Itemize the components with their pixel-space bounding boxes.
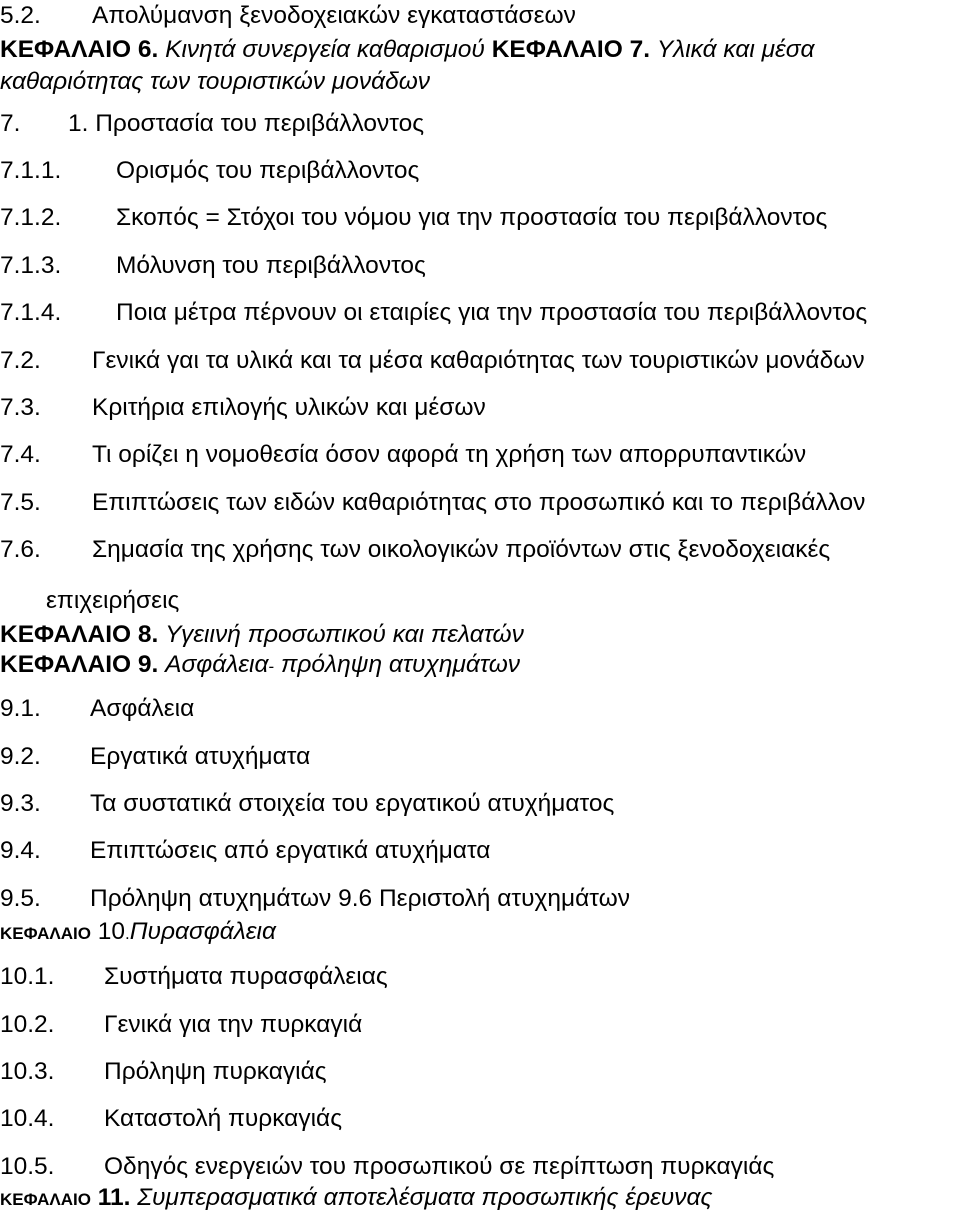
- section-number: 9.3.: [0, 790, 41, 817]
- section-title: Απολύμανση ξενοδοχειακών εγκαταστάσεων: [92, 2, 576, 29]
- section-number: 7.3.: [0, 394, 41, 421]
- section-number: 7.5.: [0, 489, 41, 516]
- chapter-heading-9: [0, 653, 520, 678]
- chapter-title: πρόληψη ατυχημάτων: [280, 651, 521, 678]
- section-title: Γενικά γαι τα υλικά και τα μέσα καθαριότητας των τουριστικών μονάδων: [92, 347, 865, 374]
- section-number: 9.1.: [0, 695, 41, 722]
- section-title: Οδηγός ενεργειών του προσωπικού σε περίπτωση πυρκαγιάς: [104, 1153, 775, 1180]
- section-number: 5.2.: [0, 2, 41, 29]
- section-number: 10.4.: [0, 1105, 55, 1132]
- section-title: Πρόληψη ατυχημάτων 9.6 Περιστολή ατυχημάτων: [90, 885, 630, 912]
- chapter-heading-10: [0, 920, 276, 945]
- section-title: Γενικά για την πυρκαγιά: [104, 1011, 363, 1038]
- chapter-label: ΚΕΦΑΛΑΙΟ 6.: [0, 36, 159, 63]
- chapter-title: Υλικά και μέσα: [656, 36, 815, 63]
- section-title: Τα συστατικά στοιχεία του εργατικού ατυχήματος: [90, 790, 615, 817]
- section-number: 7.4.: [0, 441, 41, 468]
- section-title: επιχειρήσεις: [46, 587, 180, 614]
- section-title: Κριτήρια επιλογής υλικών και μέσων: [92, 394, 486, 421]
- section-title: Σκοπός = Στόχοι του νόμου για την προστασία του περιβάλλοντος: [116, 204, 828, 231]
- section-number: 7.6.: [0, 536, 41, 563]
- section-number: 10.3.: [0, 1058, 55, 1085]
- section-number: 9.2.: [0, 743, 41, 770]
- chapter-label: ΚΕΦΑΛΑΙΟ 7.: [491, 36, 651, 63]
- section-number: 10.2.: [0, 1011, 55, 1038]
- section-title: Σημασία της χρήσης των οικολογικών προϊόντων στις ξενοδοχειακές: [92, 536, 831, 563]
- chapter-title: καθαριότητας των τουριστικών μονάδων: [0, 68, 431, 95]
- chapter-title: Συμπερασματικά αποτελέσματα προσωπικής έρευνας: [137, 1184, 713, 1211]
- section-number: 7.1.2.: [0, 204, 62, 231]
- chapter-number: 10: [97, 918, 126, 945]
- section-title: Ποια μέτρα πέρνουν οι εταιρίες για την προστασία του περιβάλλοντος: [116, 299, 868, 326]
- section-title: Μόλυνση του περιβάλλοντος: [116, 252, 426, 279]
- chapter-label: ΚΕΦΑΛΑΙΟ: [0, 1190, 91, 1209]
- chapter-title: Κινητά συνεργεία καθαρισμού: [165, 36, 485, 63]
- chapter-label: ΚΕΦΑΛΑΙΟ: [0, 924, 91, 943]
- section-number: 9.4.: [0, 837, 41, 864]
- section-title: Συστήματα πυρασφάλειας: [104, 963, 388, 990]
- chapter-number: 11.: [97, 1184, 131, 1211]
- title-separator: -: [268, 657, 275, 676]
- chapter-heading-6-7: [0, 38, 815, 63]
- section-title: Επιπτώσεις από εργατικά ατυχήματα: [90, 837, 491, 864]
- section-title: Πρόληψη πυρκαγιάς: [104, 1058, 327, 1085]
- section-number: 10.1.: [0, 963, 55, 990]
- chapter-heading-continuation: [0, 70, 430, 95]
- section-number: 7.: [0, 110, 21, 137]
- chapter-label: ΚΕΦΑΛΑΙΟ 8.: [0, 621, 159, 648]
- section-number: 7.1.3.: [0, 252, 62, 279]
- section-title: Ασφάλεια: [90, 695, 195, 722]
- section-number: 7.2.: [0, 347, 41, 374]
- chapter-title: Πυρασφάλεια: [129, 918, 276, 945]
- chapter-title: Ασφάλεια: [165, 651, 269, 678]
- section-number: 7.1.1.: [0, 157, 62, 184]
- section-number: 7.1.4.: [0, 299, 62, 326]
- title-separator: .: [125, 924, 130, 943]
- section-number: 9.5.: [0, 885, 41, 912]
- section-title: Εργατικά ατυχήματα: [90, 743, 311, 770]
- section-title: 1. Προστασία του περιβάλλοντος: [68, 110, 425, 137]
- chapter-title: Υγειινή προσωπικού και πελατών: [165, 621, 524, 648]
- chapter-heading-8: [0, 623, 524, 648]
- chapter-heading-11: [0, 1186, 712, 1211]
- section-number: 10.5.: [0, 1153, 55, 1180]
- chapter-label: ΚΕΦΑΛΑΙΟ 9.: [0, 651, 159, 678]
- section-title: Καταστολή πυρκαγιάς: [104, 1105, 343, 1132]
- section-title: Τι ορίζει η νομοθεσία όσον αφορά τη χρήση των απορρυπαντικών: [92, 441, 807, 468]
- section-title: Ορισμός του περιβάλλοντος: [116, 157, 420, 184]
- section-title: Επιπτώσεις των ειδών καθαριότητας στο προσωπικό και το περιβάλλον: [92, 489, 866, 516]
